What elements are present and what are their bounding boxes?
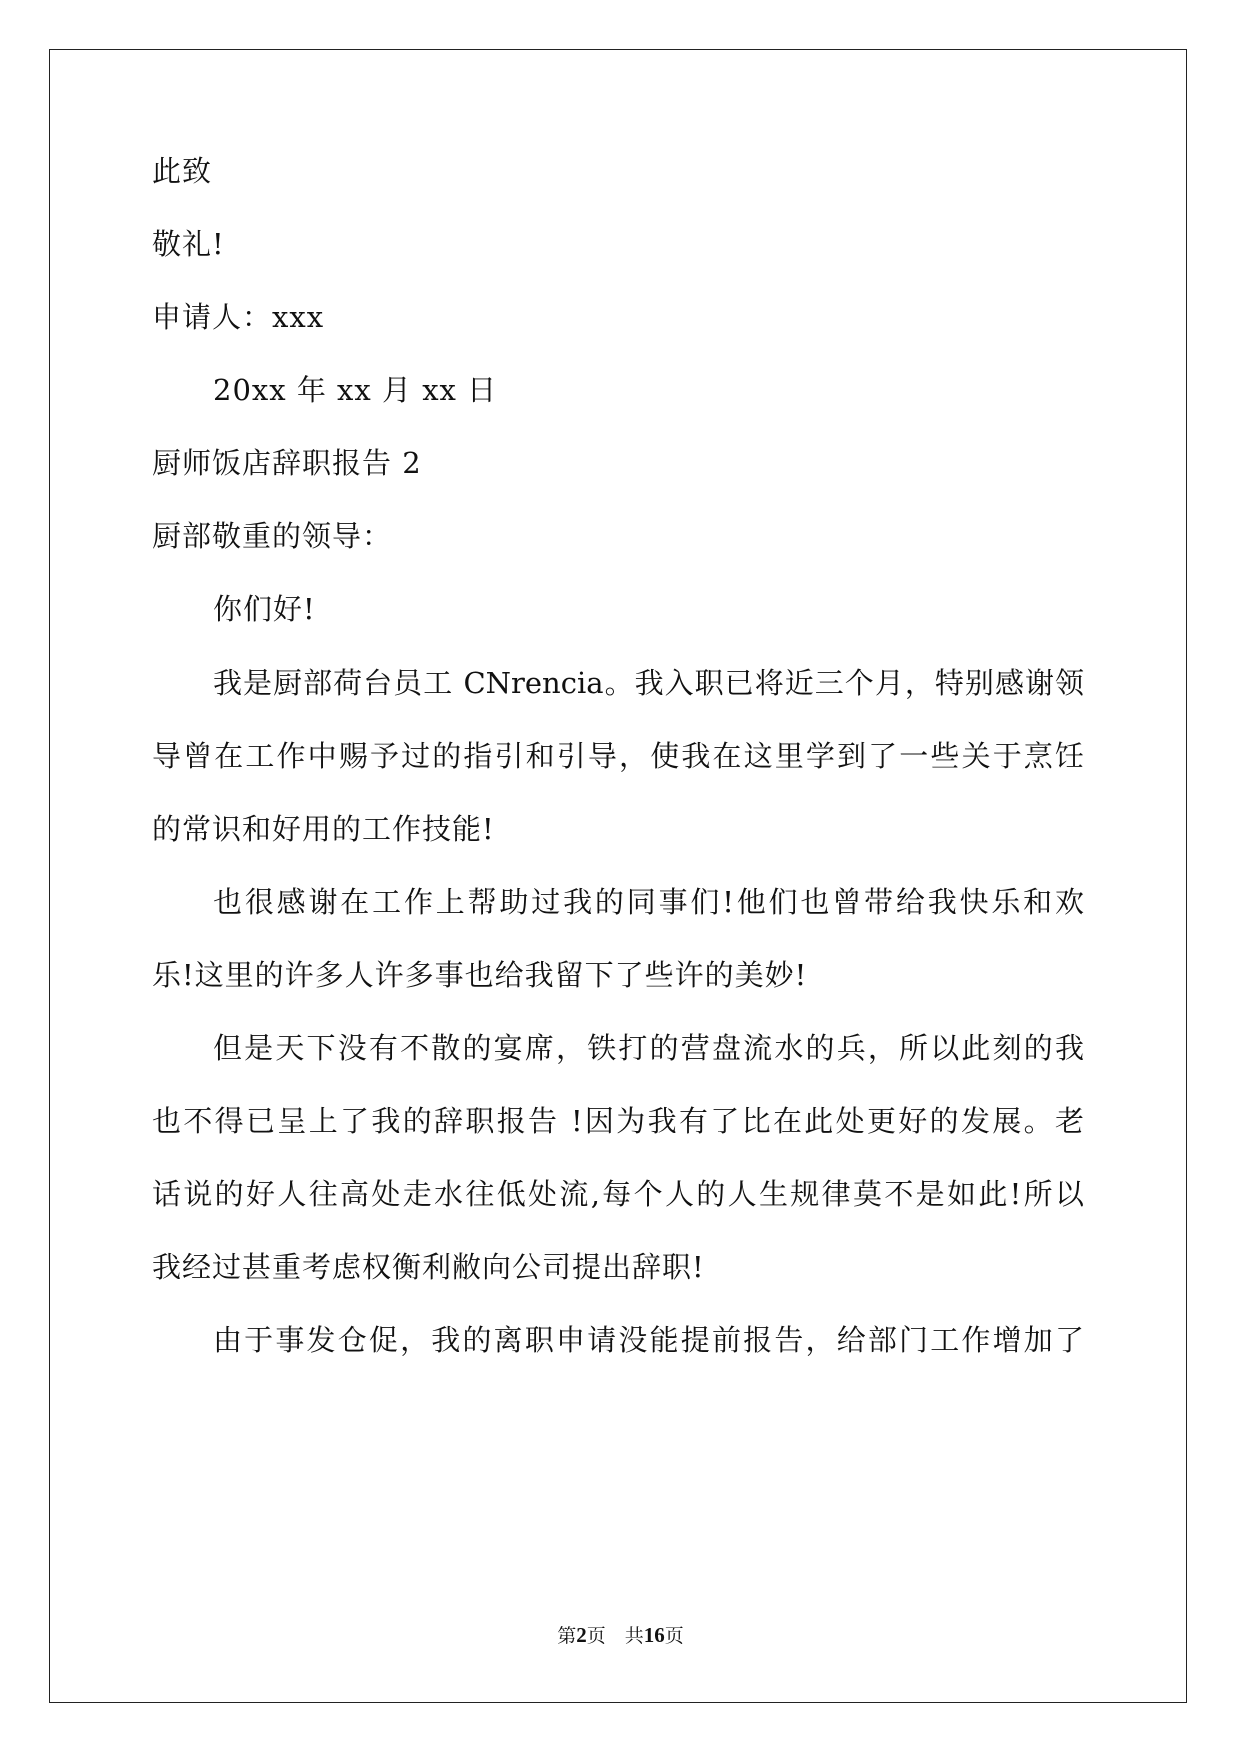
date-line: 20xx 年 xx 月 xx 日 — [213, 373, 498, 407]
applicant-line: 申请人：xxx — [152, 300, 325, 334]
page-footer — [0, 1622, 1241, 1649]
paragraph-2-line-1: 也很感谢在工作上帮助过我的同事们!他们也曾带给我快乐和欢 — [213, 885, 1084, 919]
paragraph-4-line-1: 由于事发仓促，我的离职申请没能提前报告，给部门工作增加了 — [213, 1323, 1084, 1357]
footer-page-total: 16 — [643, 1623, 665, 1647]
paragraph-3-line-1: 但是天下没有不散的宴席，铁打的营盘流水的兵，所以此刻的我 — [213, 1031, 1084, 1065]
paragraph-1-line-2: 导曾在工作中赐予过的指引和引导，使我在这里学到了一些关于烹饪 — [152, 739, 1084, 773]
closing-line-2: 敬礼! — [152, 227, 225, 261]
section-title: 厨师饭店辞职报告 2 — [152, 446, 422, 480]
footer-page-prefix: 第 — [557, 1625, 577, 1647]
paragraph-1-line-1: 我是厨部荷台员工 CNrencia。我入职已将近三个月，特别感谢领 — [213, 666, 1084, 700]
greeting: 你们好! — [213, 592, 316, 626]
paragraph-1-line-3: 的常识和好用的工作技能! — [152, 812, 495, 846]
paragraph-2-line-2: 乐!这里的许多人许多事也给我留下了些许的美妙! — [152, 958, 808, 992]
closing-line-1: 此致 — [152, 154, 213, 188]
footer-page-mid: 页 共 — [586, 1625, 644, 1647]
paragraph-3-line-2: 也不得已呈上了我的辞职报告 !因为我有了比在此处更好的发展。老 — [152, 1104, 1084, 1138]
paragraph-3-line-3: 话说的好人往高处走水往低处流,每个人的人生规律莫不是如此!所以 — [152, 1177, 1084, 1211]
footer-page-current: 2 — [576, 1623, 587, 1647]
footer-page-suffix: 页 — [664, 1625, 684, 1647]
salutation: 厨部敬重的领导： — [152, 519, 393, 553]
paragraph-3-line-4: 我经过甚重考虑权衡利敝向公司提出辞职! — [152, 1250, 705, 1284]
